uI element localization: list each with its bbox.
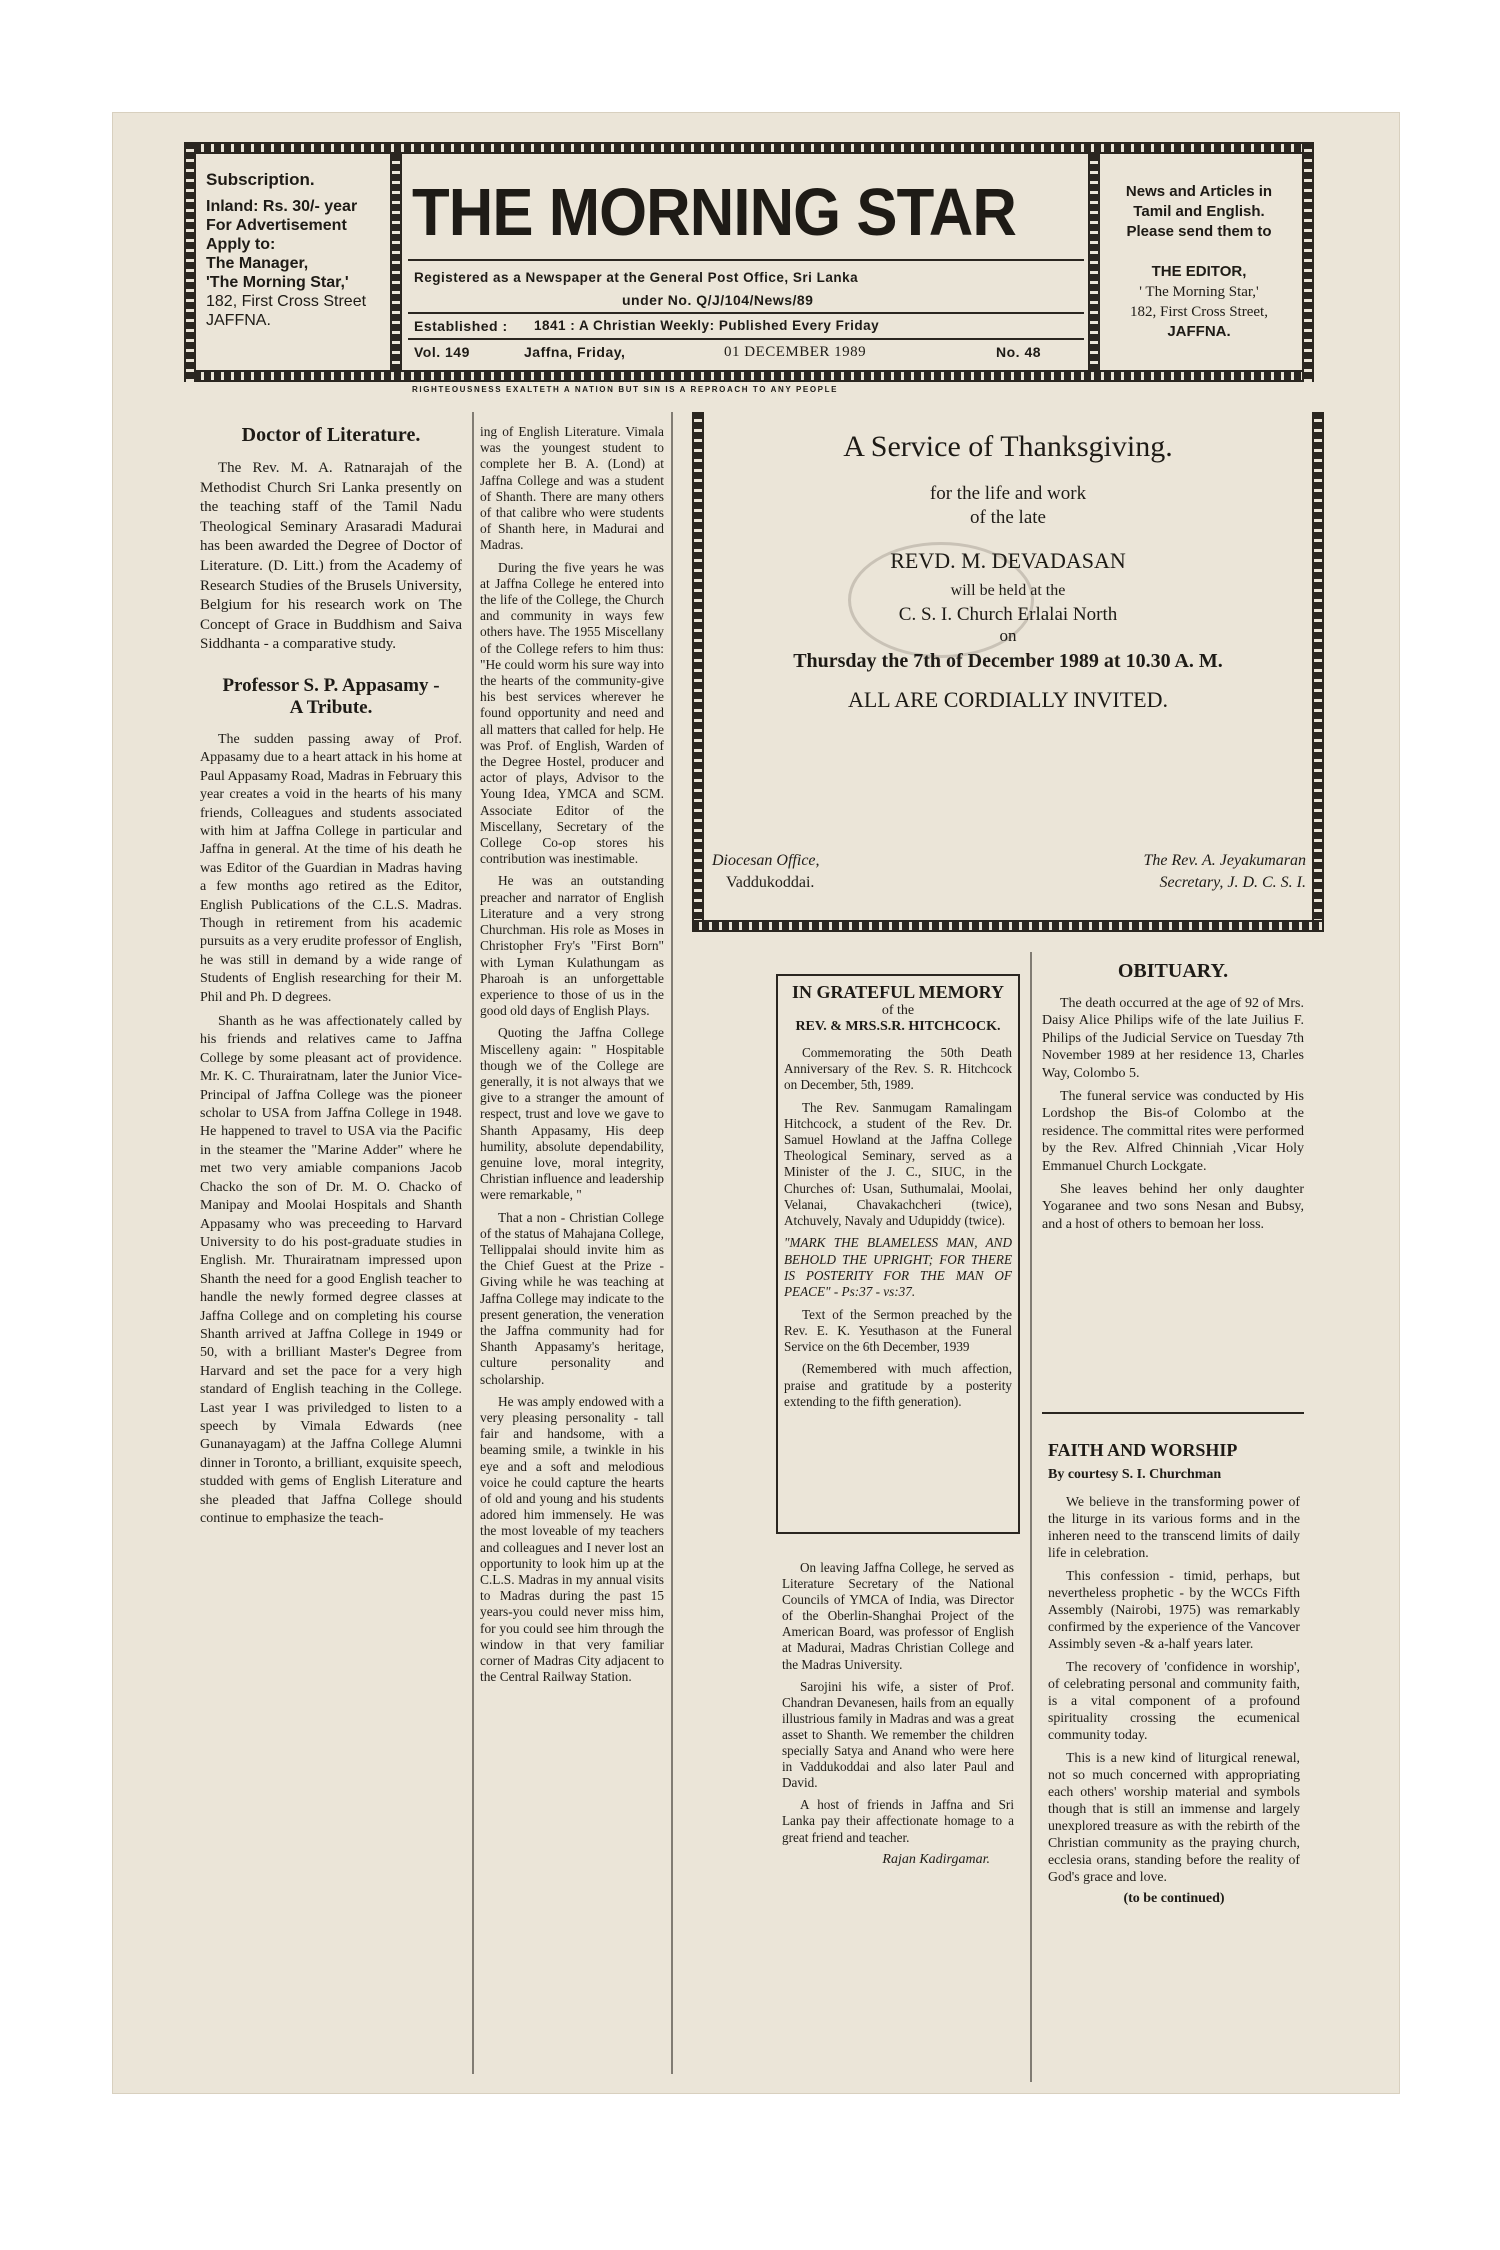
memory-heading: IN GRATEFUL MEMORY bbox=[791, 982, 1005, 1002]
news-editor: THE EDITOR, bbox=[1151, 263, 1247, 280]
appasamy-continuation bbox=[782, 1560, 1014, 1868]
top-ornament-border bbox=[184, 142, 1314, 154]
memory-para-4: (Remembered with much affection, praise and gratitude by a posterity extending to the fifth generation). bbox=[784, 1361, 1012, 1409]
masthead-registered: Registered as a Newspaper at the General Post Office, Sri Lanka bbox=[414, 270, 859, 285]
memory-quote: "MARK THE BLAMELESS MAN, AND BEHOLD THE UPRIGHT; FOR THERE IS POSTERITY FOR THE MAN OF PEACE" - Ps:37 - vs:37. bbox=[784, 1235, 1012, 1300]
right-ornament-border bbox=[1302, 142, 1314, 382]
faith-continued: (to be continued) bbox=[1123, 1891, 1225, 1906]
masthead-established-label: Established : bbox=[414, 318, 508, 334]
thanksgiving-line-2: of the late bbox=[970, 507, 1046, 528]
thanksgiving-title: A Service of Thanksgiving. bbox=[843, 430, 1173, 463]
obituary-heading: OBITUARY. bbox=[1117, 960, 1229, 982]
faith-byline: By courtesy S. I. Churchman bbox=[1048, 1467, 1222, 1482]
subscription-title: Subscription. bbox=[206, 170, 315, 189]
subscription-apply: Apply to: bbox=[206, 236, 276, 253]
divider-ornament-right bbox=[1088, 154, 1100, 370]
obituary bbox=[1042, 960, 1304, 1239]
obituary-divider bbox=[1030, 952, 1032, 2082]
appasamy-para-6: Quoting the Jaffna College Miscelleny again: " Hospitable though we of the College are generally, it is not always that we give to a stranger the amount of respect, trust and love we gave to Shanth Appasamy, His deep humility, absolute dependability, genuine love, moral integrity, Christian influence and leadership were remarkable, " bbox=[480, 1025, 664, 1203]
doctor-heading: Doctor of Literature. bbox=[241, 424, 421, 446]
news-box bbox=[1104, 182, 1294, 342]
memory-box-right bbox=[1018, 974, 1020, 1534]
appasamy-para-11: A host of friends in Jaffna and Sri Lanka pay their affectionate homage to a great friend and teacher. bbox=[782, 1797, 1014, 1845]
thanksgiving-notice bbox=[710, 430, 1306, 713]
appasamy-para-2: Shanth as he was affectionately called by his friends and relatives came to Jaffna College by some pleasant act of providence. Mr. K. C. Thurairatnam, later the Junior Vice-Principal of Jaffna College was the pioneer scholar to USA from Jaffna College in 1948. He happened to travel to USA via the Pacific in the steamer the "Marine Adder" where he met two very amiable companions Jacob Chacko the son of Dr. M. O. Chacko of Manipay and Moolai Hospitals and Shanth Appasamy who was preceeding to Harvard University to do his post-graduate studies in English. Mr. Thurairatnam impressed upon Shanth the need for a good English teacher to handle the newly formed degree classes at Jaffna College and on completing his course Shanth arrived at Jaffna College in 1949 or 50, with a brilliant Master's Degree from Harvard and set the pace for a very high standard of English teaching in the College. Last year I was priviledged to listen to a speech by Vimala Edwards (nee Gunanayagam) at the Jaffna College Alumni dinner in Toronto, a brilliant, exquisite speech, studded with gems of English Literature and she pleaded that Jaffna College should continue to emphasize the teach- bbox=[200, 1014, 462, 1526]
appasamy-para-5: He was an outstanding preacher and narrator of English Literature and a very strong Churchman. His role as Moses in Christopher Fry's "First Born" with Lyman Kulathungam as Pharoah is an unforgettable experience to those of us in the good old days of English Plays. bbox=[480, 873, 664, 1019]
appasamy-para-8: He was amply endowed with a very pleasing personality - tall fair and handsome, with a beaming smile, a twinkle in his eye and a soft and melodious voice he could capture the hearts of old and young and his students adored him immensely. He was the most loveable of my teachers and colleagues and I never lost an opportunity to look him up at the C.L.S. Madras in my annual visits to Madras during the past 15 years-you could never miss him, for you could see him through the window in that very familiar corner of Madras City adjacent to the Central Railway Station. bbox=[480, 1393, 664, 1685]
appasamy-para-10: Sarojini his wife, a sister of Prof. Chandran Devanesen, hails from an equally illustrious family in Madras and was a great asset to Shanth. We remember the children specially Satya and Anand who were here in Vaddukoddai and also later Paul and David. bbox=[782, 1678, 1014, 1791]
thanksgiving-border-bottom bbox=[692, 920, 1324, 932]
appasamy-para-3: ing of English Literature. Vimala was the youngest student to complete her B. A. (Lond) at Jaffna College and was a student of Shanth. There are many others of that calibre who were students of Shanth here, in Madurai and Madras. bbox=[480, 424, 664, 553]
thanksgiving-office-2: Vaddukoddai. bbox=[726, 874, 815, 891]
bottom-ornament-border bbox=[184, 370, 1314, 382]
memory-of: of the bbox=[881, 1003, 915, 1018]
column-rule-2 bbox=[671, 412, 673, 2074]
subscription-paper: 'The Morning Star,' bbox=[206, 274, 349, 291]
faith-para-2: This confession - timid, perhaps, but nevertheless prophetic - by the WCCs Fifth Assembly (Nairobi, 1975) was remarkably confirmed by the experience of the Vancover Assimbly seven -& a-half years later. bbox=[1048, 1568, 1300, 1651]
thanksgiving-border-left bbox=[692, 412, 704, 932]
appasamy-heading-1: Professor S. P. Appasamy - bbox=[222, 674, 440, 696]
faith-para-3: The recovery of 'confidence in worship', of celebrating personal and community faith, is a vital component of a profound spirituality crossing the ecumenical community today. bbox=[1048, 1659, 1300, 1742]
thanksgiving-border-right bbox=[1312, 412, 1324, 932]
doctor-body: The Rev. M. A. Ratnarajah of the Methodist Church Sri Lanka presently on the teaching staff of the Tamil Nadu Theological Seminary Arasaradi Madurai has been awarded the Degree of Doctor of Literature. (D. Litt.) from the Academy of Research Studies of the Brusels University, Belgium for his research work on The Concept of Grace in Buddhism and Saiva Siddhanta - a comparative study. bbox=[200, 460, 462, 653]
thanksgiving-signature bbox=[1042, 850, 1306, 894]
news-street: 182, First Cross Street, bbox=[1130, 304, 1268, 320]
masthead-number: under No. Q/J/104/News/89 bbox=[622, 292, 814, 308]
thanksgiving-date: Thursday the 7th of December 1989 at 10.30 A. M. bbox=[793, 650, 1223, 672]
obituary-para-3: She leaves behind her only daughter Yogaranee and two sons Nesan and Bubsy, and a host of others to bemoan her loss. bbox=[1042, 1182, 1304, 1232]
memory-box-bottom bbox=[776, 1532, 1020, 1534]
subscription-inland: Inland: Rs. 30/- year bbox=[206, 198, 358, 215]
masthead-motto: RIGHTEOUSNESS EXALTETH A NATION BUT SIN IS A REPROACH TO ANY PEOPLE bbox=[412, 385, 839, 394]
masthead-title: THE MORNING STAR bbox=[412, 175, 1016, 250]
masthead-date: 01 DECEMBER 1989 bbox=[724, 344, 867, 360]
memory-names: REV. & MRS.S.R. HITCHCOCK. bbox=[795, 1019, 1001, 1034]
memory-para-3: Text of the Sermon preached by the Rev. E. K. Yesuthason at the Funeral Service on the 6th December, 1939 bbox=[784, 1306, 1012, 1355]
subscription-manager: The Manager, bbox=[206, 255, 309, 272]
news-paper: ' The Morning Star,' bbox=[1139, 284, 1259, 300]
news-line-3: Please send them to bbox=[1126, 223, 1272, 240]
appasamy-para-9: On leaving Jaffna College, he served as Literature Secretary of the National Councils of YMCA of India, was Director of the Oberlin-Shanghai Project of the American Board, was professor of English at Madurai, Madras Christian College and the Madras University. bbox=[782, 1560, 1014, 1672]
thanksgiving-line-1: for the life and work bbox=[929, 483, 1087, 504]
subscription-box bbox=[206, 170, 386, 330]
news-line-1: News and Articles in bbox=[1125, 183, 1273, 200]
memory-para-2: The Rev. Sanmugam Ramalingam Hitchcock, a student of the Rev. Dr. Samuel Howland at the Jaffna College Theological Seminary, served as a Minister of the J. C., SIUC, in the Churches of: Usan, Suthumalai, Moolai, Velanai, Chavakachcheri (twice), Atchuvely, Navaly and Udupiddy (twice). bbox=[784, 1099, 1012, 1229]
faith-and-worship bbox=[1048, 1440, 1300, 1907]
faith-para-4: This is a new kind of liturgical renewal, not so much concerned with appropriating each others' worship material and symbols though that is still an immense and largely unexplored treasure as with the rebirth of the Christian community as the praying church, ecclesia orans, standing before the reality of God's grace and love. bbox=[1048, 1750, 1300, 1884]
thanksgiving-line-3: will be held at the bbox=[950, 582, 1066, 599]
column-rule-1 bbox=[472, 412, 474, 2074]
appasamy-heading-2: A Tribute. bbox=[289, 696, 373, 718]
thanksgiving-sign-2: Secretary, J. D. C. S. I. bbox=[1159, 874, 1306, 891]
thanksgiving-church: C. S. I. Church Erlalai North bbox=[898, 604, 1118, 625]
faith-heading: FAITH AND WORSHIP bbox=[1048, 1440, 1238, 1460]
subscription-street: 182, First Cross Street bbox=[206, 293, 367, 310]
masthead-rule-3 bbox=[408, 338, 1084, 340]
column-2 bbox=[480, 424, 664, 1691]
left-ornament-border bbox=[184, 142, 196, 382]
memory-box-left bbox=[776, 974, 778, 1534]
news-line-2: Tamil and English. bbox=[1133, 203, 1265, 220]
newspaper-page bbox=[112, 112, 1400, 2094]
masthead-established: 1841 : A Christian Weekly: Published Every Friday bbox=[534, 318, 880, 333]
masthead-rule-2 bbox=[408, 312, 1084, 314]
news-town: JAFFNA. bbox=[1167, 323, 1231, 340]
appasamy-para-1: The sudden passing away of Prof. Appasamy due to a heart attack in his home at Paul Appasamy Road, Madras in February this year creates a void in the hearts of his many friends, Colleagues and students associated with him at Jaffna College in particular and Jaffna in general. At the time of his death he was Editor of the Guardian in Madras having a few months ago retired as the Editor, English Publications of the C.L.S. Madras. Though in retirement from his academic pursuits as a very erudite professor of English, he was still in demand by a wide range of Students of English researching for their M. Phil and Ph. D degrees. bbox=[200, 731, 462, 1005]
faith-divider bbox=[1042, 1412, 1304, 1414]
appasamy-para-7: That a non - Christian College of the status of Mahajana College, Tellippalai should invite him as the Chief Guest at the Prize - Giving while he was teaching at Jaffna College may indicate to the present generation, the veneration the Jaffna community had for Shanth Appasamy's heritage, culture personality and scholarship. bbox=[480, 1209, 664, 1387]
thanksgiving-invite: ALL ARE CORDIALLY INVITED. bbox=[847, 687, 1168, 712]
column-1 bbox=[200, 424, 462, 1534]
thanksgiving-sign-1: The Rev. A. Jeyakumaran bbox=[1143, 852, 1306, 869]
masthead-vol: Vol. 149 bbox=[414, 344, 470, 360]
thanksgiving-office bbox=[712, 850, 820, 894]
masthead-no: No. 48 bbox=[996, 344, 1042, 360]
divider-ornament-left bbox=[390, 154, 402, 370]
faith-para-1: We believe in the transforming power of the liturge in its various forms and in the inheren need to the transcend limits of daily life in celebration. bbox=[1048, 1494, 1300, 1560]
thanksgiving-office-1: Diocesan Office, bbox=[712, 852, 820, 869]
memory-para-1: Commemorating the 50th Death Anniversary of the Rev. S. R. Hitchcock on December, 5th, 1989. bbox=[784, 1045, 1012, 1093]
appasamy-para-4: During the five years he was at Jaffna College he entered into the life of the College, the Church and community in ways few others have. The 1955 Miscellany of the College refers to him thus: "He could worm his sure way into the hearts of the community-give his best services wherever he found opportunity and need and all matters that called for help. He was Prof. of English, Warden of the Degree Hostel, producer and actor of plays, Advisor to the Young Idea, YMCA and SCM. Associate Editor of the Miscellany, Secretary of the College Co-op stores his contribution was inestimable. bbox=[480, 559, 664, 867]
memory-box-top bbox=[776, 974, 1020, 976]
obituary-para-1: The death occurred at the age of 92 of Mrs. Daisy Alice Philips wife of the late Juilius F. Philips of the Judicial Service on Tuesday 7th November 1989 at her residence 13, Charles Way, Colombo 5. bbox=[1042, 996, 1304, 1081]
masthead-place: Jaffna, Friday, bbox=[524, 344, 626, 360]
obituary-para-2: The funeral service was conducted by His Lordshop the Bis-of Colombo at the residence. The committal rites were performed by the Rev. Alfred Chinniah ,Vicar Holy Emmanuel Church Lockgate. bbox=[1042, 1089, 1304, 1174]
memory-notice bbox=[784, 982, 1012, 1416]
masthead-rule-1 bbox=[408, 259, 1084, 261]
subscription-advert: For Advertisement bbox=[206, 217, 347, 234]
subscription-town: JAFFNA. bbox=[206, 312, 271, 329]
thanksgiving-on: on bbox=[999, 626, 1017, 645]
appasamy-signature: Rajan Kadirgamar. bbox=[882, 1851, 990, 1867]
thanksgiving-name: REVD. M. DEVADASAN bbox=[890, 548, 1126, 573]
